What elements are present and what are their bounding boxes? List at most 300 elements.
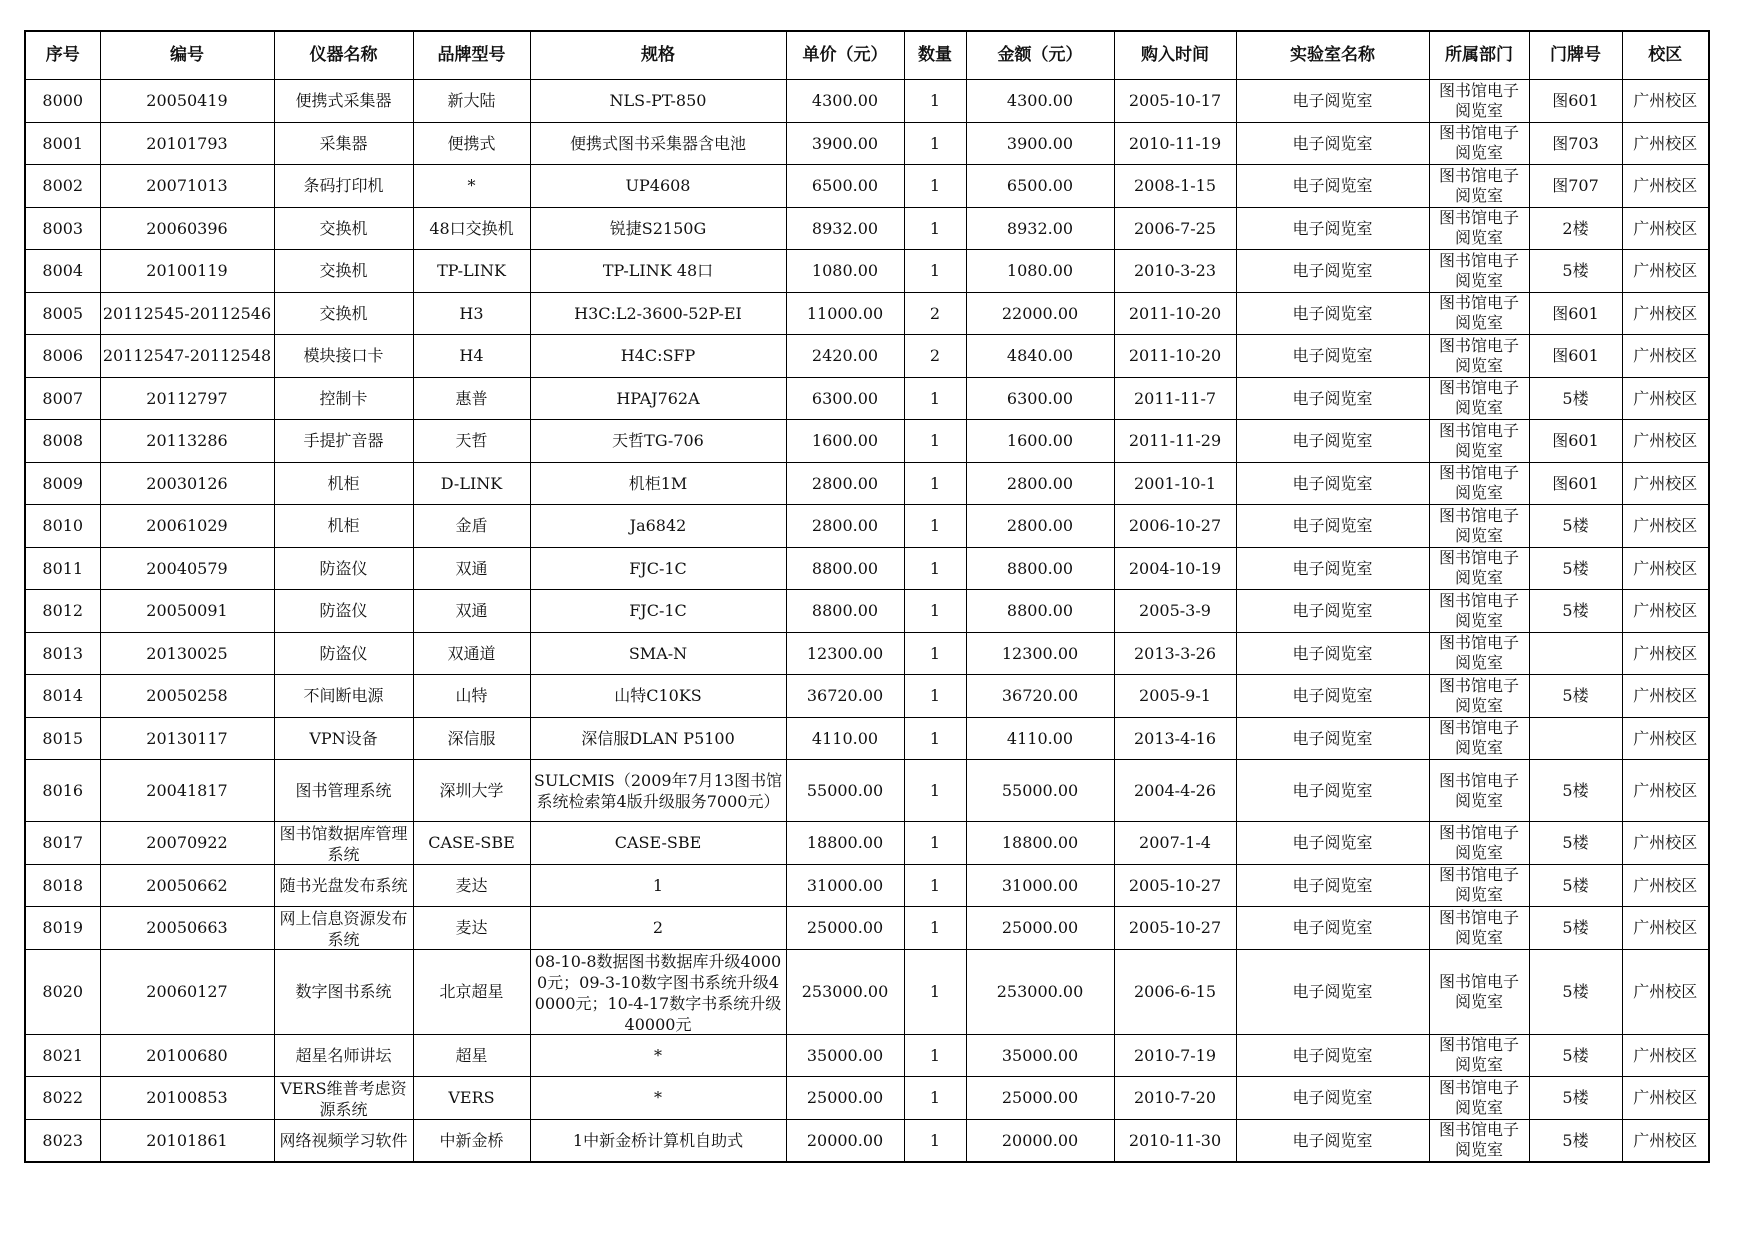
cell-amount — [966, 675, 1114, 718]
cell-brand — [413, 420, 530, 463]
col-header-room: 门牌号 — [1529, 31, 1622, 80]
cell-dept — [1429, 122, 1529, 165]
table-row — [25, 335, 1709, 378]
cell-room-text: 图703 — [1552, 133, 1599, 153]
cell-amount-text: 253000.00 — [996, 982, 1084, 1001]
col-header-date: 购入时间 — [1114, 31, 1236, 80]
cell-campus — [1622, 1119, 1709, 1162]
cell-brand-text: * — [467, 176, 476, 196]
cell-dept — [1429, 1077, 1529, 1120]
cell-spec-text: H3C:L2-3600-52P-EI — [574, 303, 742, 323]
cell-amount — [966, 632, 1114, 675]
cell-code-text: 20041817 — [146, 781, 228, 800]
cell-dept-text: 图书馆电子阅览室 — [1438, 907, 1519, 947]
cell-seq — [25, 462, 100, 505]
cell-dept — [1429, 80, 1529, 123]
cell-price — [786, 462, 904, 505]
cell-seq — [25, 420, 100, 463]
cell-amount-text: 22000.00 — [1001, 303, 1079, 323]
cell-qty-text: 1 — [929, 1130, 941, 1150]
cell-date — [1114, 335, 1236, 378]
cell-price — [786, 207, 904, 250]
cell-qty — [904, 717, 966, 760]
cell-date — [1114, 250, 1236, 293]
cell-date — [1114, 505, 1236, 548]
cell-lab-text: 电子阅览室 — [1292, 431, 1373, 451]
cell-dept — [1429, 250, 1529, 293]
cell-name — [274, 250, 413, 293]
cell-qty — [904, 547, 966, 590]
cell-name-text: 手提扩音器 — [303, 431, 384, 451]
cell-dept-text: 图书馆电子阅览室 — [1438, 208, 1519, 248]
cell-seq-text: 8014 — [42, 686, 84, 706]
cell-code-text: 20050419 — [146, 91, 228, 111]
cell-campus-text: 广州校区 — [1633, 176, 1698, 196]
cell-campus — [1622, 547, 1709, 590]
cell-qty — [904, 632, 966, 675]
cell-spec — [530, 547, 786, 590]
cell-room-text: 图601 — [1552, 473, 1599, 493]
cell-dept-text: 图书馆电子阅览室 — [1438, 590, 1519, 630]
table-row — [25, 292, 1709, 335]
table-row — [25, 822, 1709, 865]
cell-seq-text: 8003 — [42, 218, 84, 238]
cell-name — [274, 1119, 413, 1162]
cell-brand — [413, 292, 530, 335]
cell-dept-text: 图书馆电子阅览室 — [1438, 1120, 1519, 1159]
cell-amount — [966, 505, 1114, 548]
cell-code — [100, 760, 274, 822]
cell-brand-text: 北京超星 — [439, 982, 504, 1001]
cell-campus-text: 广州校区 — [1633, 601, 1698, 621]
cell-amount — [966, 420, 1114, 463]
cell-campus-text: 广州校区 — [1633, 261, 1698, 281]
cell-dept — [1429, 462, 1529, 505]
cell-spec — [530, 1034, 786, 1077]
cell-campus-text: 广州校区 — [1633, 558, 1698, 578]
cell-room — [1529, 907, 1622, 950]
cell-dept-text: 图书馆电子阅览室 — [1438, 633, 1519, 673]
cell-date-text: 2010-7-20 — [1133, 1088, 1217, 1108]
cell-brand — [413, 165, 530, 208]
cell-dept-text: 图书馆电子阅览室 — [1438, 1035, 1519, 1075]
cell-spec-text: 1中新金桥计算机自助式 — [572, 1130, 744, 1150]
cell-seq-text: 8023 — [42, 1130, 84, 1150]
cell-room-text: 5楼 — [1562, 388, 1589, 408]
cell-spec — [530, 80, 786, 123]
cell-name — [274, 949, 413, 1034]
cell-spec — [530, 675, 786, 718]
cell-price-text: 36720.00 — [806, 686, 884, 706]
cell-room — [1529, 1034, 1622, 1077]
cell-qty — [904, 292, 966, 335]
cell-price-text: 4110.00 — [811, 728, 879, 748]
cell-qty-text: 1 — [929, 431, 941, 451]
cell-qty-text: 1 — [929, 728, 941, 748]
cell-code-text: 20112547-20112548 — [102, 346, 272, 366]
cell-name-text: 图书馆数据库管理系统 — [279, 823, 408, 863]
cell-price — [786, 250, 904, 293]
cell-lab — [1236, 632, 1429, 675]
cell-date — [1114, 547, 1236, 590]
cell-date-text: 2006-7-25 — [1133, 218, 1217, 238]
cell-date-text: 2010-11-19 — [1128, 133, 1222, 153]
cell-dept-text: 图书馆电子阅览室 — [1438, 865, 1519, 905]
cell-dept — [1429, 760, 1529, 822]
cell-price-text: 8800.00 — [811, 601, 879, 621]
cell-price-text: 20000.00 — [806, 1130, 884, 1150]
cell-seq — [25, 1034, 100, 1077]
cell-name-text: 网上信息资源发布系统 — [279, 908, 408, 948]
cell-brand-text: 麦达 — [455, 875, 488, 895]
cell-seq — [25, 80, 100, 123]
cell-code — [100, 377, 274, 420]
cell-date — [1114, 292, 1236, 335]
cell-qty — [904, 1077, 966, 1120]
cell-date — [1114, 207, 1236, 250]
cell-lab-text: 电子阅览室 — [1292, 875, 1373, 895]
cell-spec-text: Ja6842 — [629, 516, 687, 536]
cell-room-text: 5楼 — [1562, 1045, 1589, 1065]
cell-amount-text: 2800.00 — [1006, 516, 1074, 536]
table-row — [25, 1119, 1709, 1162]
cell-code-text: 20100119 — [146, 261, 228, 281]
cell-name-text: 模块接口卡 — [303, 346, 384, 366]
cell-campus — [1622, 122, 1709, 165]
table-row — [25, 717, 1709, 760]
cell-name-text: 防盗仪 — [319, 643, 368, 663]
cell-lab-text: 电子阅览室 — [1292, 176, 1373, 196]
cell-code-text: 20112797 — [146, 388, 228, 408]
cell-date — [1114, 122, 1236, 165]
cell-campus-text: 广州校区 — [1633, 91, 1698, 111]
table-row — [25, 632, 1709, 675]
cell-seq — [25, 717, 100, 760]
cell-qty — [904, 864, 966, 907]
cell-name — [274, 80, 413, 123]
cell-amount — [966, 377, 1114, 420]
cell-code-text: 20113286 — [146, 431, 228, 451]
cell-room — [1529, 1119, 1622, 1162]
cell-seq-text: 8004 — [42, 261, 84, 281]
cell-campus — [1622, 80, 1709, 123]
col-header-qty: 数量 — [904, 31, 966, 80]
cell-room — [1529, 717, 1622, 760]
cell-price — [786, 675, 904, 718]
cell-qty-text: 1 — [929, 261, 941, 281]
cell-brand — [413, 377, 530, 420]
cell-room — [1529, 675, 1622, 718]
cell-campus — [1622, 632, 1709, 675]
cell-lab-text: 电子阅览室 — [1292, 558, 1373, 578]
cell-name-text: 网络视频学习软件 — [279, 1130, 408, 1150]
cell-room-text: 图601 — [1552, 431, 1599, 451]
cell-seq-text: 8008 — [42, 431, 84, 451]
cell-lab — [1236, 80, 1429, 123]
cell-room — [1529, 462, 1622, 505]
cell-amount — [966, 165, 1114, 208]
cell-spec-text: TP-LINK 48口 — [602, 261, 714, 281]
cell-qty — [904, 165, 966, 208]
cell-dept — [1429, 717, 1529, 760]
cell-amount-text: 1080.00 — [1006, 261, 1074, 281]
cell-brand-text: 深信服 — [447, 728, 496, 748]
cell-name — [274, 1077, 413, 1120]
cell-lab-text: 电子阅览室 — [1292, 218, 1373, 238]
cell-qty — [904, 122, 966, 165]
cell-room — [1529, 250, 1622, 293]
cell-dept-text: 图书馆电子阅览室 — [1438, 463, 1519, 503]
cell-seq-text: 8009 — [42, 473, 84, 493]
cell-qty-text: 1 — [929, 686, 941, 706]
cell-price-text: 55000.00 — [806, 781, 884, 800]
cell-lab-text: 电子阅览室 — [1292, 918, 1373, 938]
cell-dept — [1429, 590, 1529, 633]
cell-room — [1529, 590, 1622, 633]
cell-brand-text: 天哲 — [455, 431, 488, 451]
cell-code-text: 20030126 — [146, 473, 228, 493]
cell-qty — [904, 760, 966, 822]
cell-dept — [1429, 949, 1529, 1034]
cell-date — [1114, 590, 1236, 633]
cell-name — [274, 335, 413, 378]
cell-brand — [413, 864, 530, 907]
cell-campus-text: 广州校区 — [1633, 875, 1698, 895]
cell-room — [1529, 420, 1622, 463]
cell-code-text: 20061029 — [146, 516, 228, 536]
cell-campus — [1622, 907, 1709, 950]
cell-dept — [1429, 1119, 1529, 1162]
cell-qty-text: 2 — [929, 303, 941, 323]
cell-price — [786, 949, 904, 1034]
cell-name — [274, 632, 413, 675]
cell-room — [1529, 1077, 1622, 1120]
cell-brand — [413, 462, 530, 505]
cell-amount-text: 25000.00 — [1001, 1088, 1079, 1108]
cell-spec-text: 2 — [652, 918, 664, 938]
cell-campus — [1622, 335, 1709, 378]
cell-dept — [1429, 505, 1529, 548]
cell-campus-text: 广州校区 — [1633, 133, 1698, 153]
cell-brand-text: VERS — [448, 1088, 495, 1108]
cell-amount-text: 31000.00 — [1001, 875, 1079, 895]
cell-lab — [1236, 420, 1429, 463]
cell-lab — [1236, 292, 1429, 335]
cell-code — [100, 547, 274, 590]
cell-brand — [413, 1077, 530, 1120]
cell-campus-text: 广州校区 — [1633, 516, 1698, 536]
cell-date-text: 2010-7-19 — [1133, 1045, 1217, 1065]
cell-spec-text: 深信服DLAN P5100 — [581, 728, 735, 748]
cell-lab — [1236, 462, 1429, 505]
cell-code — [100, 907, 274, 950]
cell-room — [1529, 949, 1622, 1034]
cell-room-text: 图601 — [1552, 346, 1599, 366]
cell-spec-text: H4C:SFP — [620, 346, 696, 366]
cell-amount-text: 36720.00 — [1001, 686, 1079, 706]
cell-lab — [1236, 505, 1429, 548]
cell-dept — [1429, 907, 1529, 950]
cell-code — [100, 1119, 274, 1162]
cell-dept — [1429, 864, 1529, 907]
cell-date-text: 2006-6-15 — [1133, 982, 1217, 1001]
cell-date — [1114, 420, 1236, 463]
cell-room-text: 5楼 — [1562, 833, 1589, 853]
cell-name — [274, 907, 413, 950]
cell-lab — [1236, 822, 1429, 865]
cell-brand — [413, 505, 530, 548]
cell-brand — [413, 907, 530, 950]
cell-code — [100, 949, 274, 1034]
cell-dept-text: 图书馆电子阅览室 — [1438, 165, 1519, 205]
table-row — [25, 377, 1709, 420]
cell-qty — [904, 80, 966, 123]
cell-room — [1529, 547, 1622, 590]
cell-qty — [904, 335, 966, 378]
cell-name — [274, 292, 413, 335]
cell-brand-text: 超星 — [455, 1045, 488, 1065]
cell-date — [1114, 632, 1236, 675]
cell-lab-text: 电子阅览室 — [1292, 261, 1373, 281]
cell-room-text: 5楼 — [1562, 781, 1589, 800]
col-header-code: 编号 — [100, 31, 274, 80]
cell-room-text: 5楼 — [1562, 601, 1589, 621]
cell-dept-text: 图书馆电子阅览室 — [1438, 548, 1519, 588]
cell-code-text: 20100853 — [146, 1088, 228, 1108]
cell-lab-text: 电子阅览室 — [1292, 91, 1373, 111]
cell-seq-text: 8016 — [42, 781, 84, 800]
cell-amount-text: 35000.00 — [1001, 1045, 1079, 1065]
cell-name-text: 条码打印机 — [303, 176, 384, 196]
cell-campus-text: 广州校区 — [1633, 918, 1698, 938]
cell-date-text: 2013-3-26 — [1133, 643, 1217, 663]
cell-code-text: 20050662 — [146, 875, 228, 895]
cell-lab — [1236, 165, 1429, 208]
cell-name — [274, 505, 413, 548]
cell-campus — [1622, 760, 1709, 822]
cell-date-text: 2011-10-20 — [1128, 303, 1222, 323]
cell-code-text: 20070922 — [146, 833, 228, 853]
cell-seq-text: 8017 — [42, 833, 84, 853]
cell-dept-text: 图书馆电子阅览室 — [1438, 293, 1519, 333]
col-header-price: 单价（元） — [786, 31, 904, 80]
cell-price-text: 2800.00 — [811, 516, 879, 536]
cell-campus-text: 广州校区 — [1633, 686, 1698, 706]
col-header-campus: 校区 — [1622, 31, 1709, 80]
cell-spec — [530, 420, 786, 463]
cell-dept-text: 图书馆电子阅览室 — [1438, 420, 1519, 460]
cell-name — [274, 207, 413, 250]
cell-dept — [1429, 1034, 1529, 1077]
cell-room — [1529, 335, 1622, 378]
cell-price — [786, 165, 904, 208]
cell-seq — [25, 590, 100, 633]
cell-code — [100, 207, 274, 250]
cell-spec — [530, 250, 786, 293]
col-header-dept: 所属部门 — [1429, 31, 1529, 80]
cell-amount — [966, 864, 1114, 907]
cell-code-text: 20101793 — [146, 133, 228, 153]
cell-seq-text: 8006 — [42, 346, 84, 366]
cell-name-text: 机柜 — [327, 473, 360, 493]
cell-brand-text: 中新金桥 — [439, 1130, 504, 1150]
cell-spec-text: NLS-PT-850 — [609, 91, 707, 111]
col-header-amount: 金额（元） — [966, 31, 1114, 80]
cell-code — [100, 1034, 274, 1077]
cell-dept — [1429, 377, 1529, 420]
cell-lab — [1236, 250, 1429, 293]
cell-amount — [966, 122, 1114, 165]
cell-seq — [25, 949, 100, 1034]
cell-code-text: 20100680 — [146, 1045, 228, 1065]
cell-price — [786, 505, 904, 548]
cell-price-text: 18800.00 — [806, 833, 884, 853]
table-row — [25, 590, 1709, 633]
table-row — [25, 462, 1709, 505]
cell-spec-text: FJC-1C — [629, 601, 687, 621]
cell-price-text: 8932.00 — [811, 218, 879, 238]
cell-seq-text: 8020 — [42, 982, 84, 1001]
cell-name — [274, 760, 413, 822]
cell-campus — [1622, 590, 1709, 633]
cell-lab-text: 电子阅览室 — [1292, 1130, 1373, 1150]
cell-amount — [966, 760, 1114, 822]
cell-date — [1114, 1119, 1236, 1162]
cell-room-text: 5楼 — [1562, 982, 1589, 1001]
cell-amount-text: 8932.00 — [1006, 218, 1074, 238]
cell-seq — [25, 292, 100, 335]
cell-seq — [25, 547, 100, 590]
cell-spec-text: * — [654, 1045, 662, 1065]
cell-date — [1114, 80, 1236, 123]
cell-seq-text: 8001 — [42, 133, 84, 153]
cell-code — [100, 80, 274, 123]
cell-code — [100, 632, 274, 675]
cell-date-text: 2013-4-16 — [1133, 728, 1217, 748]
cell-spec-text: 1 — [652, 875, 664, 895]
cell-price-text: 2800.00 — [811, 473, 879, 493]
cell-room-text: 5楼 — [1562, 918, 1589, 938]
cell-spec — [530, 335, 786, 378]
cell-price-text: 4300.00 — [811, 91, 879, 111]
cell-seq-text: 8007 — [42, 388, 84, 408]
cell-amount-text: 20000.00 — [1001, 1130, 1079, 1150]
cell-qty — [904, 1119, 966, 1162]
cell-campus — [1622, 1077, 1709, 1120]
cell-qty — [904, 462, 966, 505]
cell-campus — [1622, 717, 1709, 760]
cell-seq-text: 8022 — [42, 1088, 84, 1108]
cell-lab-text: 电子阅览室 — [1292, 781, 1373, 800]
cell-qty-text: 1 — [929, 982, 941, 1001]
cell-date-text: 2005-10-27 — [1128, 875, 1222, 895]
cell-room — [1529, 165, 1622, 208]
cell-campus — [1622, 207, 1709, 250]
cell-brand — [413, 250, 530, 293]
cell-room — [1529, 292, 1622, 335]
cell-date-text: 2010-11-30 — [1128, 1130, 1222, 1150]
cell-amount-text: 4110.00 — [1006, 728, 1074, 748]
cell-spec-text: 便携式图书采集器含电池 — [569, 133, 746, 153]
cell-lab-text: 电子阅览室 — [1292, 473, 1373, 493]
cell-room-text: 图601 — [1552, 303, 1599, 323]
cell-dept-text: 图书馆电子阅览室 — [1438, 250, 1519, 290]
cell-lab — [1236, 907, 1429, 950]
cell-campus — [1622, 675, 1709, 718]
cell-price — [786, 1034, 904, 1077]
cell-spec — [530, 462, 786, 505]
cell-price-text: 12300.00 — [806, 643, 884, 663]
